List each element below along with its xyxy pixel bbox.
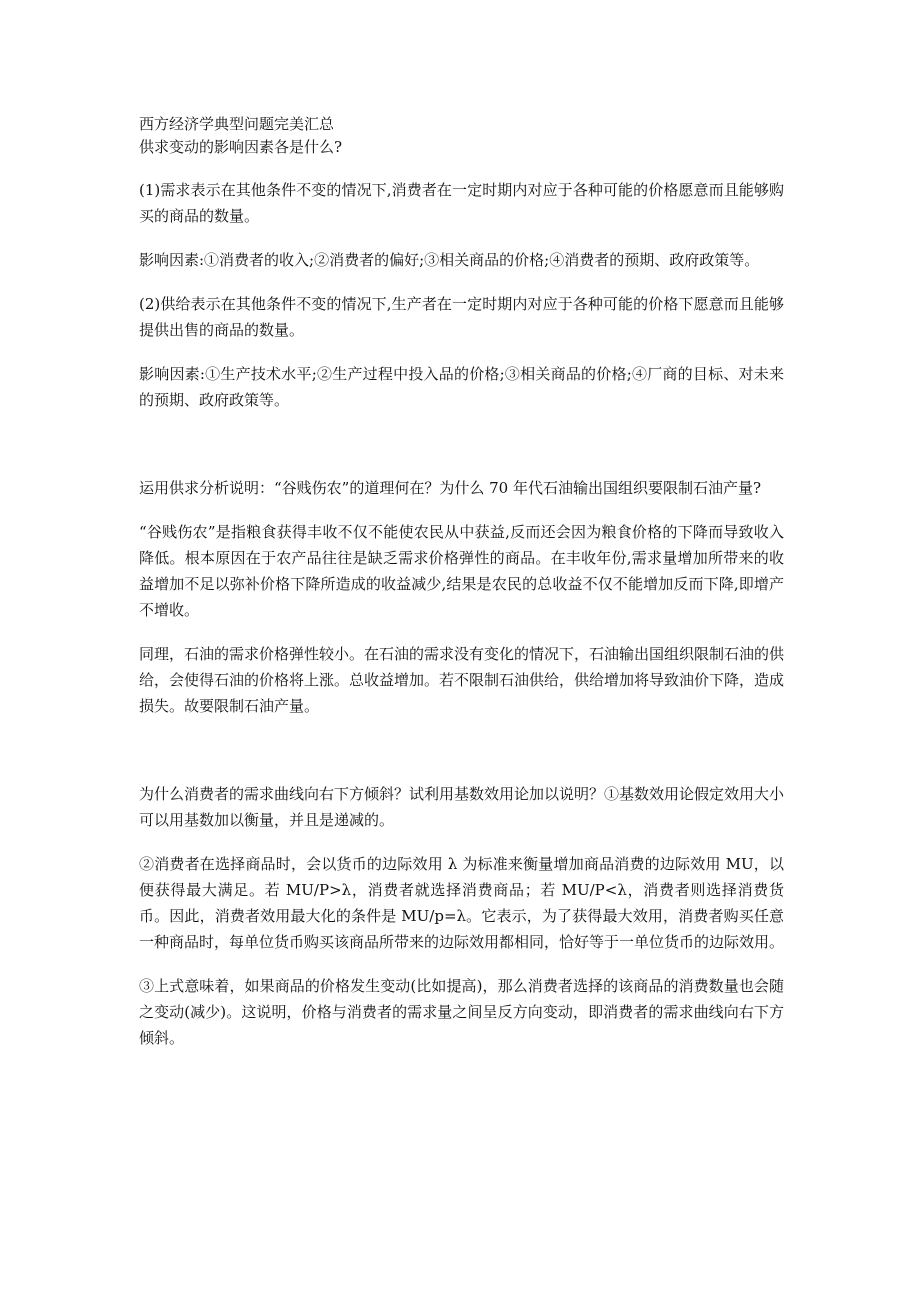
question-3: 为什么消费者的需求曲线向右下方倾斜？试利用基数效用论加以说明？①基数效用论假定效用大小可以用基数加以衡量，并且是递减的。 xyxy=(139,785,785,829)
q3-paragraph-marginal-utility: ②消费者在选择商品时，会以货币的边际效用 λ 为标准来衡量增加商品消费的边际效用 MU，以便获得最大满足。若 MU/P>λ，消费者就选择消费商品；若 MU/P<λ，消费者则选择消费货币。因此，消费者效用最大化的条件是 MU/p=λ。它表示，为了获得最大效用，消费者购买任意一种商品时，每单位货币购买该商品所带来的边际效用都相同，恰好等于一单位货币的边际效用。 xyxy=(139,855,785,951)
question-1: 供求变动的影响因素各是什么? xyxy=(139,138,343,156)
q2-paragraph-grain: “谷贱伤农”是指粮食获得丰收不仅不能使农民从中获益,反而还会因为粮食价格的下降而导致收入降低。根本原因在于农产品往往是缺乏需求价格弹性的商品。在丰收年份,需求量增加所带来的收益增加不足以弥补价格下降所造成的收益减少,结果是农民的总收益不仅不能增加反而下降,即增产不增收。 xyxy=(139,523,784,619)
document-title: 西方经济学典型问题完美汇总 xyxy=(139,115,335,133)
q1-paragraph-supply: (2)供给表示在其他条件不变的情况下,生产者在一定时期内对应于各种可能的价格下愿意而且能够提供出售的商品的数量。 xyxy=(139,295,784,339)
q1-paragraph-supply-factors: 影响因素:①生产技术水平;②生产过程中投入品的价格;③相关商品的价格;④厂商的目标、对未来的预期、政府政策等。 xyxy=(139,365,784,409)
q1-paragraph-demand: (1)需求表示在其他条件不变的情况下,消费者在一定时期内对应于各种可能的价格愿意而且能够购买的商品的数量。 xyxy=(139,181,784,225)
document-page xyxy=(139,113,784,1051)
q2-paragraph-oil: 同理，石油的需求价格弹性较小。在石油的需求没有变化的情况下，石油输出国组织限制石油的供给，会使得石油的价格将上涨。总收益增加。若不限制石油供给，供给增加将导致油价下降，造成损失。故要限制石油产量。 xyxy=(139,645,785,715)
q3-paragraph-conclusion: ③上式意味着，如果商品的价格发生变动(比如提高)，那么消费者选择的该商品的消费数量也会随之变动(减少)。这说明，价格与消费者的需求量之间呈反方向变动，即消费者的需求曲线向右下方倾斜。 xyxy=(139,977,784,1047)
question-2: 运用供求分析说明：“谷贱伤农”的道理何在？为什么 70 年代石油输出国组织要限制石油产量? xyxy=(139,479,762,497)
q1-paragraph-demand-factors: 影响因素:①消费者的收入;②消费者的偏好;③相关商品的价格;④消费者的预期、政府政策等。 xyxy=(139,251,760,269)
